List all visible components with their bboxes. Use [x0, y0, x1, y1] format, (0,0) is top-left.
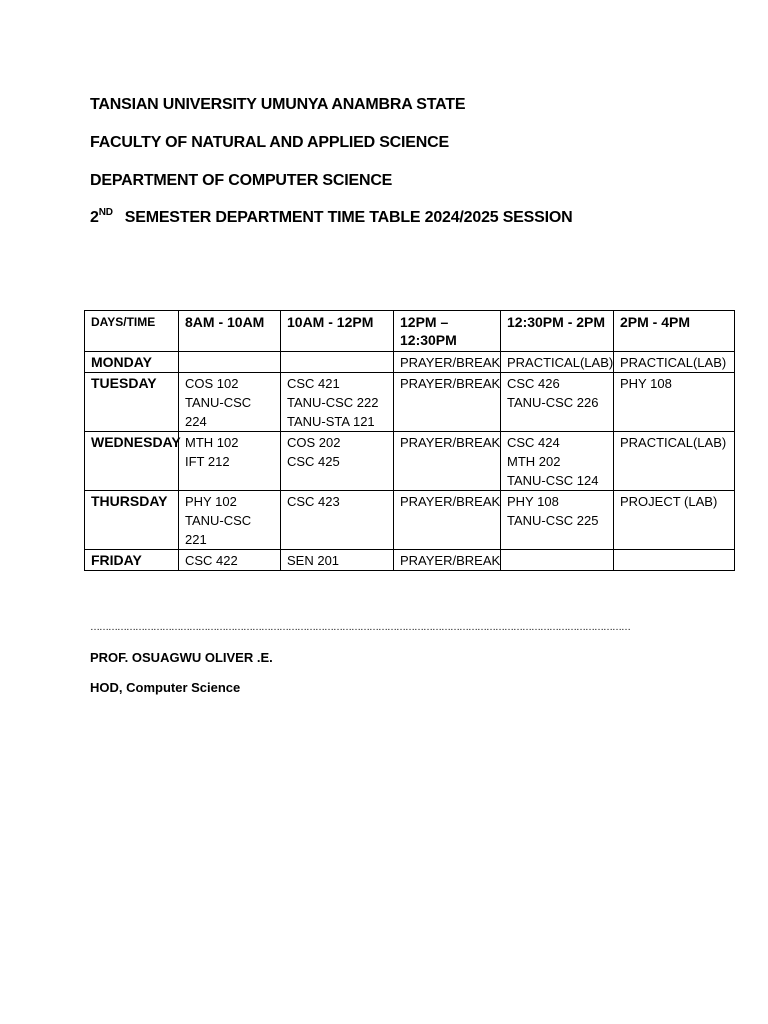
- cell-text: COS 202: [287, 435, 341, 450]
- cell-text: CSC 426: [507, 376, 560, 391]
- cell-friday-8am: [179, 550, 281, 571]
- cell-text: TANU-CSC 226: [507, 395, 599, 410]
- cell-text: PRACTICAL(LAB): [620, 435, 727, 450]
- day-thursday: THURSDAY: [85, 491, 179, 550]
- column-header-8am: 8AM - 10AM: [179, 311, 281, 352]
- cell-thursday-12pm: [394, 491, 501, 550]
- day-tuesday: TUESDAY: [85, 373, 179, 432]
- cell-monday-2pm: [614, 352, 735, 373]
- cell-thursday-1230pm: [501, 491, 614, 550]
- cell-text: 221: [185, 532, 207, 547]
- cell-text: SEN 201: [287, 553, 340, 568]
- cell-text: 224: [185, 414, 207, 429]
- semester-text: SEMESTER DEPARTMENT TIME TABLE 2024/2025 SESSION: [124, 209, 573, 226]
- day-monday: MONDAY: [85, 352, 179, 373]
- table-row: [85, 373, 735, 432]
- timetable: [84, 310, 735, 571]
- cell-text: PRAYER/BREAK: [400, 553, 501, 568]
- semester-number: 2: [90, 209, 99, 226]
- semester-title: [90, 209, 572, 227]
- faculty-title: FACULTY OF NATURAL AND APPLIED SCIENCE: [90, 134, 449, 151]
- cell-text: COS 102: [185, 376, 239, 391]
- signatory-name: PROF. OSUAGWU OLIVER .E.: [90, 650, 273, 665]
- cell-text: CSC 422: [185, 553, 238, 568]
- cell-friday-10am: [281, 550, 394, 571]
- cell-text: CSC 424: [507, 435, 560, 450]
- cell-monday-12pm: [394, 352, 501, 373]
- cell-wednesday-2pm: [614, 432, 735, 491]
- cell-text: TANU-STA 121: [287, 414, 375, 429]
- signature-line: ………………………………………………………………………………………………………………………………………………………………: [90, 622, 630, 633]
- university-title: TANSIAN UNIVERSITY UMUNYA ANAMBRA STATE: [90, 96, 466, 113]
- cell-text: PRACTICAL(LAB): [507, 355, 614, 370]
- cell-thursday-8am: [179, 491, 281, 550]
- column-header-2pm: 2PM - 4PM: [614, 311, 735, 352]
- cell-friday-1230pm: [501, 550, 614, 571]
- cell-text: PHY 102: [185, 494, 237, 509]
- cell-wednesday-1230pm: [501, 432, 614, 491]
- cell-wednesday-8am: [179, 432, 281, 491]
- cell-tuesday-2pm: [614, 373, 735, 432]
- cell-friday-2pm: [614, 550, 735, 571]
- table-row: [85, 491, 735, 550]
- cell-text: MTH 102: [185, 435, 239, 450]
- cell-text: IFT 212: [185, 454, 230, 469]
- cell-tuesday-1230pm: [501, 373, 614, 432]
- cell-text: PRAYER/BREAK: [400, 435, 501, 450]
- cell-monday-10am: [281, 352, 394, 373]
- cell-text: TANU-CSC 225: [507, 513, 599, 528]
- cell-monday-8am: [179, 352, 281, 373]
- cell-text: TANU-CSC: [185, 395, 252, 410]
- cell-text: TANU-CSC 124: [507, 473, 599, 488]
- column-header-12pm: 12PM – 12:30PM: [394, 311, 501, 352]
- cell-tuesday-12pm: [394, 373, 501, 432]
- timetable-header-row: [85, 311, 735, 352]
- cell-tuesday-8am: [179, 373, 281, 432]
- cell-text: PRAYER/BREAK: [400, 494, 501, 509]
- table-row: [85, 432, 735, 491]
- cell-text: PROJECT (LAB): [620, 494, 718, 509]
- cell-text: PRAYER/BREAK: [400, 355, 501, 370]
- cell-tuesday-10am: [281, 373, 394, 432]
- department-title: DEPARTMENT OF COMPUTER SCIENCE: [90, 172, 393, 189]
- cell-thursday-2pm: [614, 491, 735, 550]
- cell-text: PRAYER/BREAK: [400, 376, 501, 391]
- cell-text: PHY 108: [620, 376, 672, 391]
- cell-text: PHY 108: [507, 494, 559, 509]
- semester-suffix: ND: [98, 207, 113, 218]
- cell-monday-1230pm: [501, 352, 614, 373]
- cell-text: CSC 421: [287, 376, 340, 391]
- signatory-title: HOD, Computer Science: [90, 680, 241, 695]
- cell-friday-12pm: [394, 550, 501, 571]
- cell-text: TANU-CSC: [185, 513, 252, 528]
- cell-text: MTH 202: [507, 454, 561, 469]
- cell-text: CSC 423: [287, 494, 340, 509]
- table-row: [85, 352, 735, 373]
- cell-text: TANU-CSC 222: [287, 395, 379, 410]
- cell-wednesday-10am: [281, 432, 394, 491]
- column-header-days: DAYS/TIME: [85, 311, 179, 352]
- day-wednesday: WEDNESDAY: [85, 432, 179, 491]
- cell-wednesday-12pm: [394, 432, 501, 491]
- day-friday: FRIDAY: [85, 550, 179, 571]
- table-row: [85, 550, 735, 571]
- cell-thursday-10am: [281, 491, 394, 550]
- column-header-10am: 10AM - 12PM: [281, 311, 394, 352]
- column-header-1230pm: 12:30PM - 2PM: [501, 311, 614, 352]
- cell-text: PRACTICAL(LAB): [620, 355, 727, 370]
- cell-text: CSC 425: [287, 454, 340, 469]
